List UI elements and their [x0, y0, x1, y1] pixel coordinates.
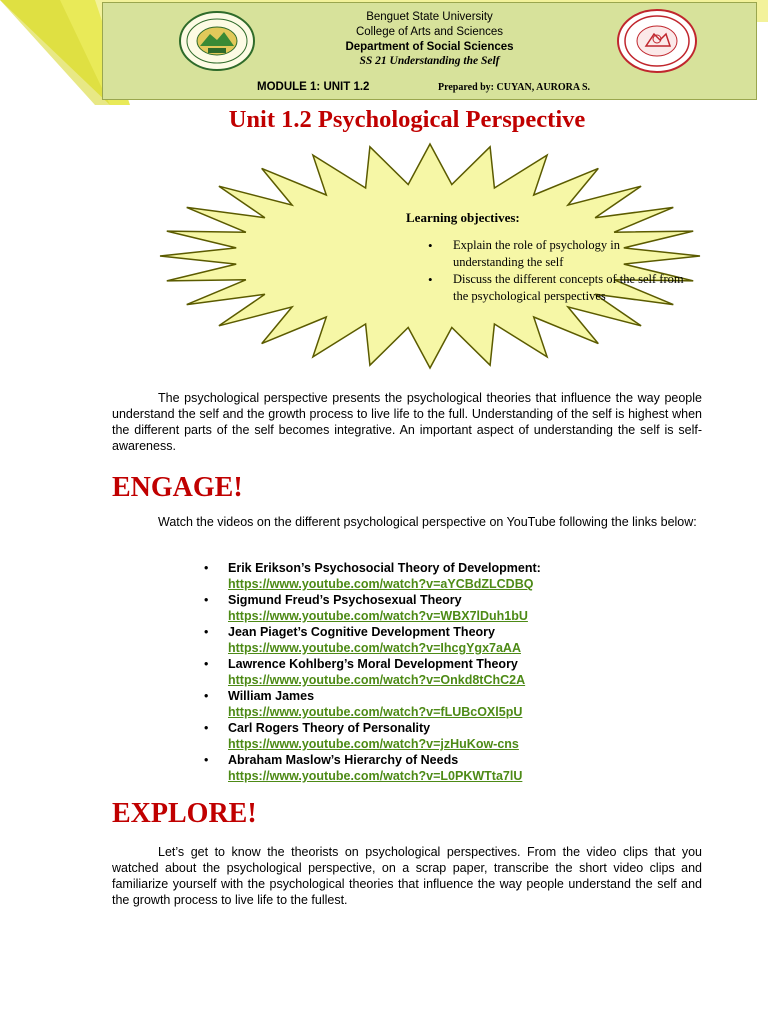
explore-paragraph: Let’s get to know the theorists on psychological perspectives. From the video clips that you watched about the psychological perspective, on a scrap paper, transcribe the short video clips and familiarize yourself with the psychological theories that influence the way people understand the self and the growth process to live life to the fullest.: [112, 845, 702, 907]
objective-item: • Discuss the different concepts of the self from the psychological perspectives: [410, 271, 686, 305]
engage-heading: ENGAGE!: [112, 472, 243, 503]
video-link[interactable]: https://www.youtube.com/watch?v=Onkd8tChC2A: [228, 673, 526, 687]
video-title: • William James: [228, 689, 315, 703]
video-title: • Lawrence Kohlberg’s Moral Development Theory: [228, 657, 518, 671]
module-label: MODULE 1: UNIT 1.2: [257, 81, 370, 93]
objectives-list: [410, 237, 686, 305]
video-link-item: [204, 720, 624, 752]
course-title: SS 21 Understanding the Self: [359, 55, 500, 67]
prepared-by: Prepared by: CUYAN, AURORA S.: [438, 82, 591, 93]
video-title: • Sigmund Freud’s Psychosexual Theory: [228, 593, 462, 607]
video-link[interactable]: https://www.youtube.com/watch?v=fLUBcOXl5pU: [228, 705, 523, 719]
video-link-item: [204, 752, 624, 784]
video-link-item: [204, 688, 624, 720]
video-title: • Erik Erikson’s Psychosocial Theory of Development:: [228, 561, 541, 575]
video-link-item: [204, 560, 624, 592]
video-link[interactable]: https://www.youtube.com/watch?v=aYCBdZLCDBQ: [228, 577, 534, 591]
objectives-heading: Learning objectives:: [406, 210, 520, 225]
video-link-item: [204, 592, 624, 624]
engage-instruction: Watch the videos on the different psychological perspective on YouTube following the links below:: [158, 515, 697, 529]
department-name: Department of Social Sciences: [345, 41, 514, 53]
video-link-item: [204, 656, 624, 688]
page-title: Unit 1.2 Psychological Perspective: [228, 106, 586, 133]
explore-heading: EXPLORE!: [112, 798, 257, 829]
video-link[interactable]: https://www.youtube.com/watch?v=WBX7lDuh1bU: [228, 609, 528, 623]
video-link[interactable]: https://www.youtube.com/watch?v=jzHuKow-cns: [228, 737, 519, 751]
video-link[interactable]: https://www.youtube.com/watch?v=IhcgYgx7aAA: [228, 641, 521, 655]
video-title: • Carl Rogers Theory of Personality: [228, 721, 431, 735]
college-name: College of Arts and Sciences: [355, 26, 504, 38]
video-link-list: [204, 560, 624, 784]
university-seal-logo: [178, 10, 256, 72]
college-seal-logo: [616, 8, 698, 74]
video-link-item: [204, 624, 624, 656]
objective-item: • Explain the role of psychology in understanding the self: [410, 237, 686, 271]
video-link[interactable]: https://www.youtube.com/watch?v=L0PKWTta7lU: [228, 769, 523, 783]
intro-paragraph: The psychological perspective presents the psychological theories that influence the way people understand the self and the growth process to live life to the full. Understanding of the self is highest when the different parts of the self becomes integrative. An important aspect of understanding the self is self-awareness.: [112, 391, 702, 453]
video-title: • Jean Piaget’s Cognitive Development Theory: [228, 625, 495, 639]
university-name: Benguet State University: [366, 11, 493, 23]
video-title: • Abraham Maslow’s Hierarchy of Needs: [228, 753, 459, 767]
